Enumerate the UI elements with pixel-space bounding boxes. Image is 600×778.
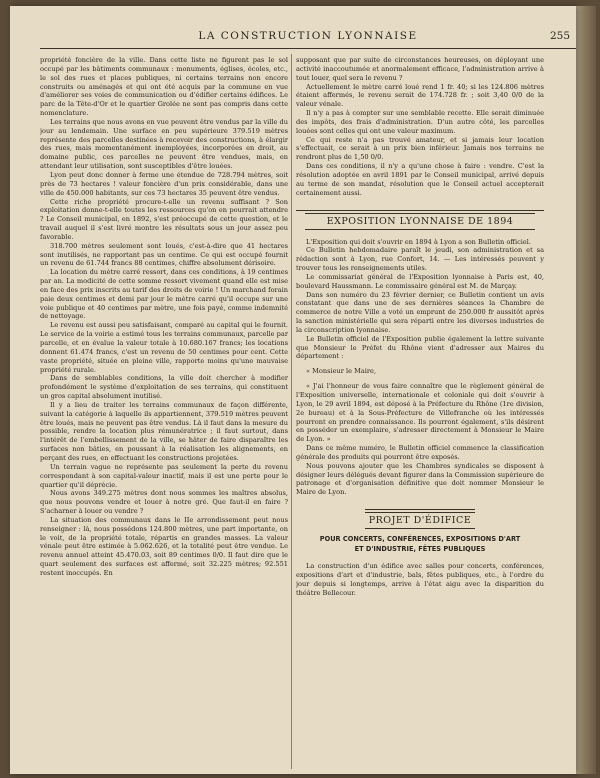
letter-salutation: « Monsieur le Maire, [306, 367, 377, 376]
section-separator [365, 509, 475, 510]
article-paragraph: La location du mètre carré ressort, dans ces conditions, à 19 centimes par an. La modicité de cette somme ressort vivement quand elle est mise en face des prix inscrits au tarif des droits de voirie ! Un marchand forain paie deux centimes et demi par jour le mètre carré qu'il occupe sur une voie publique et 40 centimes par mètre, une fois payé, comme indemnité de nettoyage. [40, 268, 288, 321]
letter-body: « J'ai l'honneur de vous faire connaître que le règlement général de l'Exposition universelle, internationale et coloniale qui doit s'ouvrir à Lyon, le 29 avril 1894, est déposé à la Préfecture du Rhône (1re division, 2e bureau) et à la Sous-Préfecture de Villefranche où les intéressés pourront en prendre connaissance. Ils pourront également, s'ils désirent en posséder un exemplaire, s'adresser directement à Monsieur le Maire de Lyon. » [296, 382, 544, 444]
article-paragraph: Dans son numéro du 23 février dernier, ce Bulletin contient un avis constatant que dans une de ses dernières séances la Chambre de commerce de notre Ville a voté un emprunt de 250.000 fr aussitôt après la sanction ministérielle qui sera réparti entre les diverses industries de la circonscription lyonnaise. [296, 290, 544, 334]
article-paragraph: Il y a lieu de traiter les terrains communaux de façon différente, suivant la catégorie à laquelle ils appartiennent, 379.519 mètres peuvent être loués, mais ne peuvent pas être vendus. Là il faut dans la mesure du possible, rendre la location plus rémunératrice ; il faut surtout, dans l'intérêt de l'embellissement de la ville, se hâter de faire disparaître les surfaces non bâties, en poussant à la réalisation les alignements, en perçant des rues, en effectuant les constructions projetées. [40, 400, 288, 462]
article-paragraph: La situation des communaux dans le IIe arrondissement peut nous renseigner : là, nous possédons 124.800 mètres, une part importante, on le voit, de la propriété totale, répartis en grandes masses. La valeur vénale peut être estimée à 5.062.626, et la totalité peut être vendue. Le revenu annuel atteint 45.470.03, soit 89 centimes 0/0. Il faut dire que le quart seulement des surfaces est affermé, soit 32.225 mètres; 92.551 restent inoccupés. En [40, 515, 288, 577]
book-fore-edge [576, 6, 596, 774]
article-paragraph: Dans ces conditions, il n'y a qu'une chose à faire : vendre. C'est la résolution adoptée en avril 1891 par le Conseil municipal, arrivé depuis au terme de son mandat, résolution que le Conseil actuel accepterait certainement aussi. [296, 162, 544, 197]
page-header [40, 26, 576, 49]
article-paragraph: Actuellement le mètre carré loué rend 1 fr. 40; si les 124.806 mètres étaient affermés, le revenu serait de 174.728 fr. ; soit 3,40 0/0 de la valeur vénale. [296, 82, 544, 109]
article-paragraph: Nous pouvons ajouter que les Chambres syndicales se disposent à désigner leurs délégués devant figurer dans la Commission supérieure de patronage et d'organisation définitive que doit nommer Monsieur le Maire de Lyon. [296, 461, 544, 497]
article-paragraph: L'Exposition qui doit s'ouvrir en 1894 à Lyon a son Bulletin officiel. [306, 237, 531, 246]
projet-section-title: PROJET D'ÉDIFICE [365, 512, 475, 529]
article-paragraph: Les terrains que nous avons en vue peuvent être vendus par la ville du jour au lendemain. Une surface en peu supérieure 379.519 mètres représente des parcelles destinées à recevoir des constructions, à élargir des rues, mais momentanément inemployées, incorporées en droit, au domaine public, ces parcelles ne peuvent être vendues, mais, en attendant leur utilisation, sont susceptibles d'être louées. [40, 117, 288, 171]
article-paragraph: Dans de semblables conditions, la ville doit chercher à modifier profondément le système d'exploitation de ses terrains, qui constituent un gros capital absolument inutilisé. [40, 374, 288, 401]
article-paragraph: Cette riche propriété procure-t-elle un revenu suffisant ? Son exploitation donne-t-elle toutes les ressources qu'on en pourrait attendre ? Le Conseil municipal, en 1892, s'est préoccupé de cette question, et le travail auquel il s'est livré montre les résultats sous un jour assez peu favorable. [40, 197, 288, 241]
exposition-section-title: EXPOSITION LYONNAISE DE 1894 [305, 213, 535, 230]
column-divider [291, 54, 292, 769]
article-paragraph: La construction d'un édifice avec salles pour concerts, conférences, expositions d'art et d'industrie, bals, fêtes publiques, etc., à l'ordre du jour depuis si longtemps, arrive à l'état aigu avec la disparition du théâtre Bellecour. [296, 562, 544, 597]
right-column [296, 56, 544, 771]
left-column [40, 56, 288, 771]
article-paragraph: Lyon peut donc donner à ferme une étendue de 728.794 mètres, soit près de 73 hectares ! valeur foncière d'un prix considérable, dans une ville de 450.000 habitants, sur ces 73 hectares 35 peuvent être vendus. [40, 170, 288, 197]
projet-subtitle-line: POUR CONCERTS, CONFÉRENCES, EXPOSITIONS D'ART [319, 535, 521, 544]
article-paragraph: supposant que par suite de circonstances heureuses, on déployant une activité inaccoutumée et anormalement efficace, l'administration arrive à tout louer, quel sera le revenu ? [296, 56, 544, 82]
article-paragraph: Nous avons 349.275 mètres dont nous sommes les maîtres absolus, que nous pouvons vendre et louer à notre gré. Que faut-il en faire ? S'acharner à louer ou vendre ? [40, 489, 288, 516]
journal-page [10, 6, 576, 774]
article-paragraph: propriété foncière de la ville. Dans cette liste ne figurent pas le sol occupé par les bâtiments communaux : monuments, églises, écoles, etc., le sol des rues et places publiques, ni certains terrains non encore construits ou aménagés et qui ont été acquis par la commune en vue d'améliorer ses voies de communication ou d'édifier certains édifices. Le parc de la Tête-d'Or et le quartier Grolée ne sont pas compris dans cette nomenclature. [40, 56, 288, 118]
article-paragraph: Le revenu est aussi peu satisfaisant, comparé au capital qui le fournit. Le service de la voirie a estimé tous les terrains communaux, parcelle par parcelle, et en évalue la valeur totale à 10.680.167 francs; les locations donnent 61.474 francs, c'est un revenu de 50 centimes pour cent. Cette vaste propriété, située en pleine ville, rapporte moins qu'une mauvaise propriété rurale. [40, 321, 288, 374]
projet-subtitle [296, 535, 544, 554]
page-number: 255 [549, 30, 570, 42]
article-paragraph: Le commissariat général de l'Exposition lyonnaise à Paris est, 40, boulevard Haussmann. Le commissaire général est M. de Marçay. [296, 272, 544, 290]
article-paragraph: 318.700 mètres seulement sont loués, c'est-à-dire que 41 hectares sont inutilisés, ne rapportant pas un centime. Ce qui est occupé fournit un revenu de 61.744 francs 88 centimes, chiffre absolument dérisoire. [40, 241, 288, 268]
section-separator [296, 210, 544, 211]
projet-subtitle-line: ET D'INDUSTRIE, FÊTES PUBLIQUES [354, 544, 486, 553]
running-title: LA CONSTRUCTION LYONNAISE [198, 30, 418, 42]
article-paragraph: Ce qui reste n'a pas trouvé amateur, et si jamais leur location s'effectuait, ce serait à un prix bien inférieur. Jamais nos terrains ne rendront plus de 1,50 0/0. [296, 135, 544, 162]
article-paragraph: Dans ce même numéro, le Bulletin officiel commence la classification générale des produits qui pourront être exposés. [296, 444, 544, 461]
article-paragraph: Ce Bulletin hebdomadaire paraît le jeudi, son administration et sa rédaction sont à Lyon, rue Confort, 14. — Les intéressés peuvent y trouver tous les renseignements utiles. [296, 246, 544, 273]
article-paragraph: Il n'y a pas à compter sur une semblable recette. Elle serait diminuée des impôts, des frais d'administration. D'un autre côté, les parcelles louées sont celles qui ont une valeur maximum. [296, 109, 544, 135]
article-paragraph: Un terrain vague ne représente pas seulement la perte du revenu correspondant à son capital-valeur inactif, mais il est une perte pour le quartier qu'il déprécie. [40, 462, 288, 489]
article-paragraph: Le Bulletin officiel de l'Exposition publie également la lettre suivante que Monsieur le Préfet du Rhône vient d'adresser aux Maires du département : [296, 334, 544, 361]
